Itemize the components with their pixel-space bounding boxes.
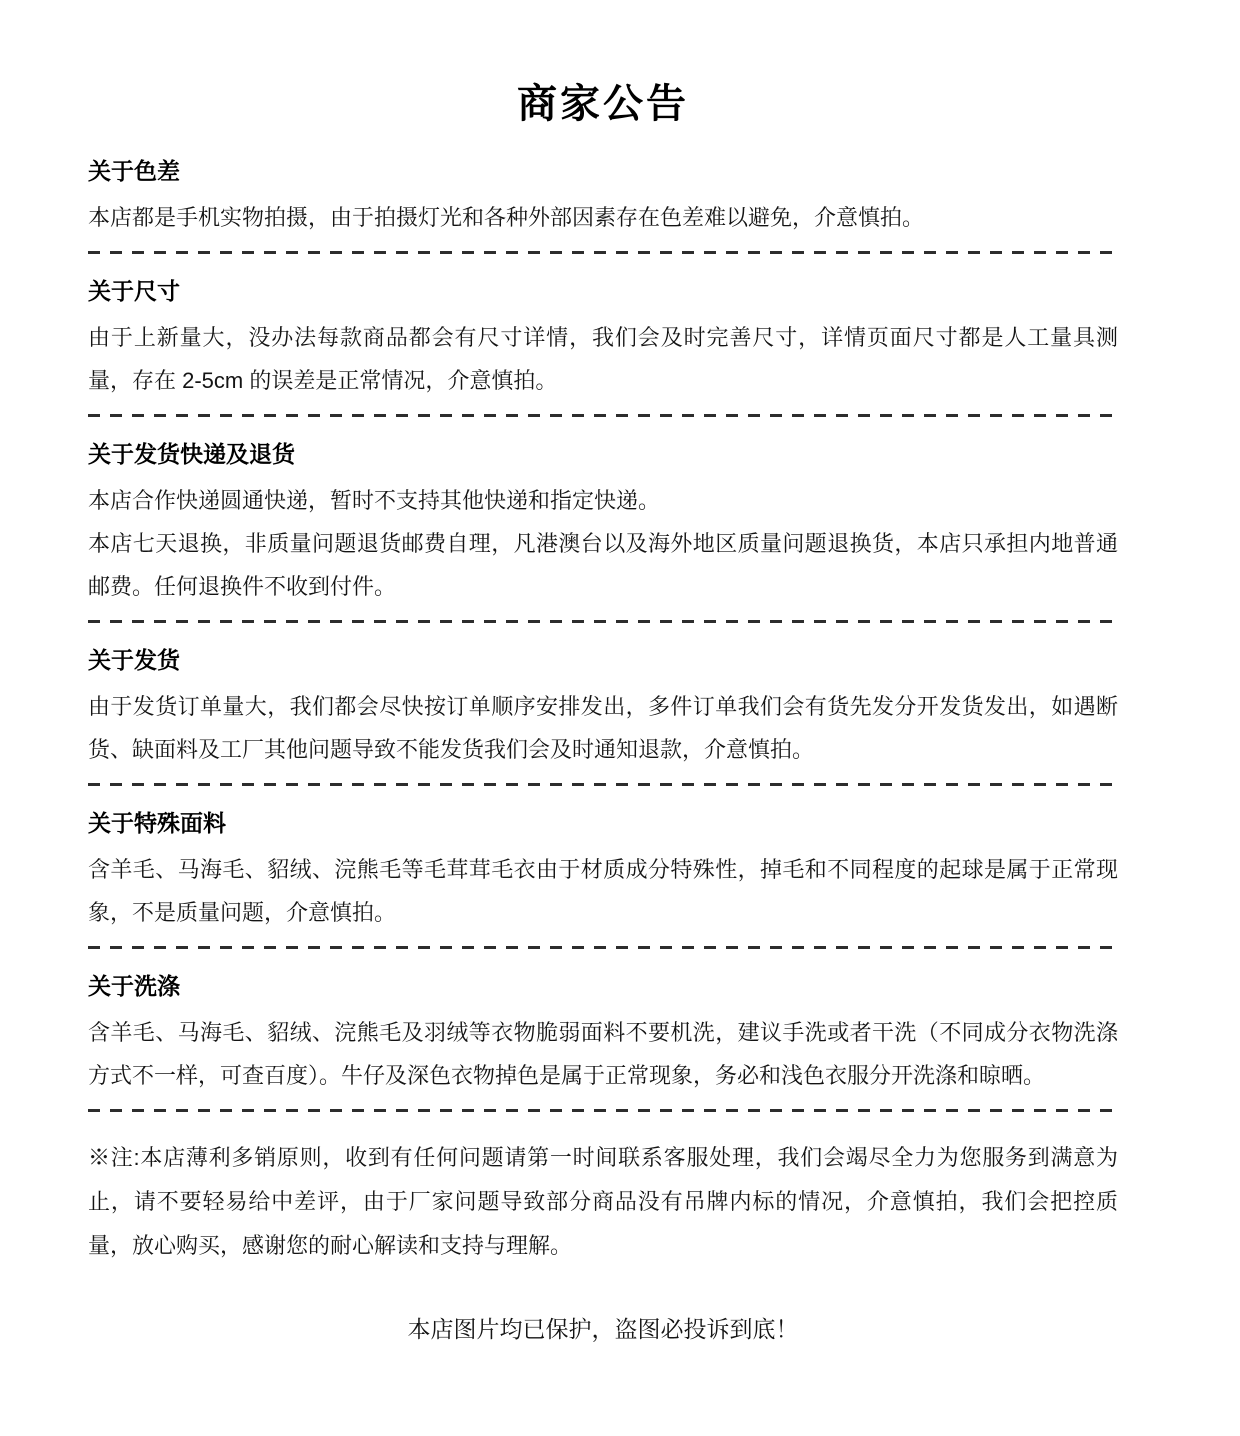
- dashed-divider: [88, 414, 1118, 417]
- section-paragraph: 本店七天退换，非质量问题退货邮费自理，凡港澳台以及海外地区质量问题退换货，本店只承担内地普通邮费。任何退换件不收到付件。: [88, 530, 1118, 599]
- section-heading: 关于发货: [88, 646, 180, 673]
- section-paragraph: 含羊毛、马海毛、貂绒、浣熊毛及羽绒等衣物脆弱面料不要机洗，建议手洗或者干洗（不同成分衣物洗涤方式不一样，可查百度）。牛仔及深色衣物掉色是属于正常现象，务必和浅色衣服分开洗涤和晾晒。: [88, 1019, 1118, 1088]
- dashed-divider: [88, 946, 1118, 949]
- dashed-divider: [88, 620, 1118, 623]
- section-size: [88, 276, 1118, 417]
- section-color-difference: [88, 156, 1118, 254]
- section-paragraph: 由于上新量大，没办法每款商品都会有尺寸详情，我们会及时完善尺寸，详情页面尺寸都是人工量具测量，存在 2-5cm 的误差是正常情况，介意慎拍。: [88, 324, 1118, 393]
- section-paragraph: 本店合作快递圆通快递，暂时不支持其他快递和指定快递。: [88, 487, 661, 513]
- section-heading: 关于色差: [88, 157, 180, 184]
- dashed-divider: [88, 1109, 1118, 1112]
- section-shipping-returns: [88, 439, 1118, 623]
- dashed-divider: [88, 783, 1118, 786]
- section-washing: [88, 971, 1118, 1112]
- section-special-fabric: [88, 808, 1118, 949]
- page-title: 商家公告: [517, 80, 689, 126]
- section-paragraph: 本店都是手机实物拍摄，由于拍摄灯光和各种外部因素存在色差难以避免，介意慎拍。: [88, 204, 925, 230]
- footer-slogan: 本店图片均已保护，盗图必投诉到底！: [407, 1315, 799, 1342]
- section-paragraph: 由于发货订单量大，我们都会尽快按订单顺序安排发出，多件订单我们会有货先发分开发货发出，如遇断货、缺面料及工厂其他问题导致不能发货我们会及时通知退款，介意慎拍。: [88, 693, 1118, 762]
- section-dispatch: [88, 645, 1118, 786]
- section-heading: 关于洗涤: [88, 972, 180, 999]
- dashed-divider: [88, 251, 1118, 254]
- section-heading: 关于特殊面料: [88, 809, 226, 836]
- note-paragraph: ※注:本店薄利多销原则，收到有任何问题请第一时间联系客服处理，我们会竭尽全力为您服务到满意为止，请不要轻易给中差评，由于厂家问题导致部分商品没有吊牌内标的情况，介意慎拍，我们会把控质量，放心购买，感谢您的耐心解读和支持与理解。: [88, 1144, 1118, 1258]
- section-paragraph: 含羊毛、马海毛、貂绒、浣熊毛等毛茸茸毛衣由于材质成分特殊性，掉毛和不同程度的起球是属于正常现象，不是质量问题，介意慎拍。: [88, 856, 1118, 925]
- section-heading: 关于尺寸: [88, 277, 180, 304]
- section-heading: 关于发货快递及退货: [88, 440, 295, 467]
